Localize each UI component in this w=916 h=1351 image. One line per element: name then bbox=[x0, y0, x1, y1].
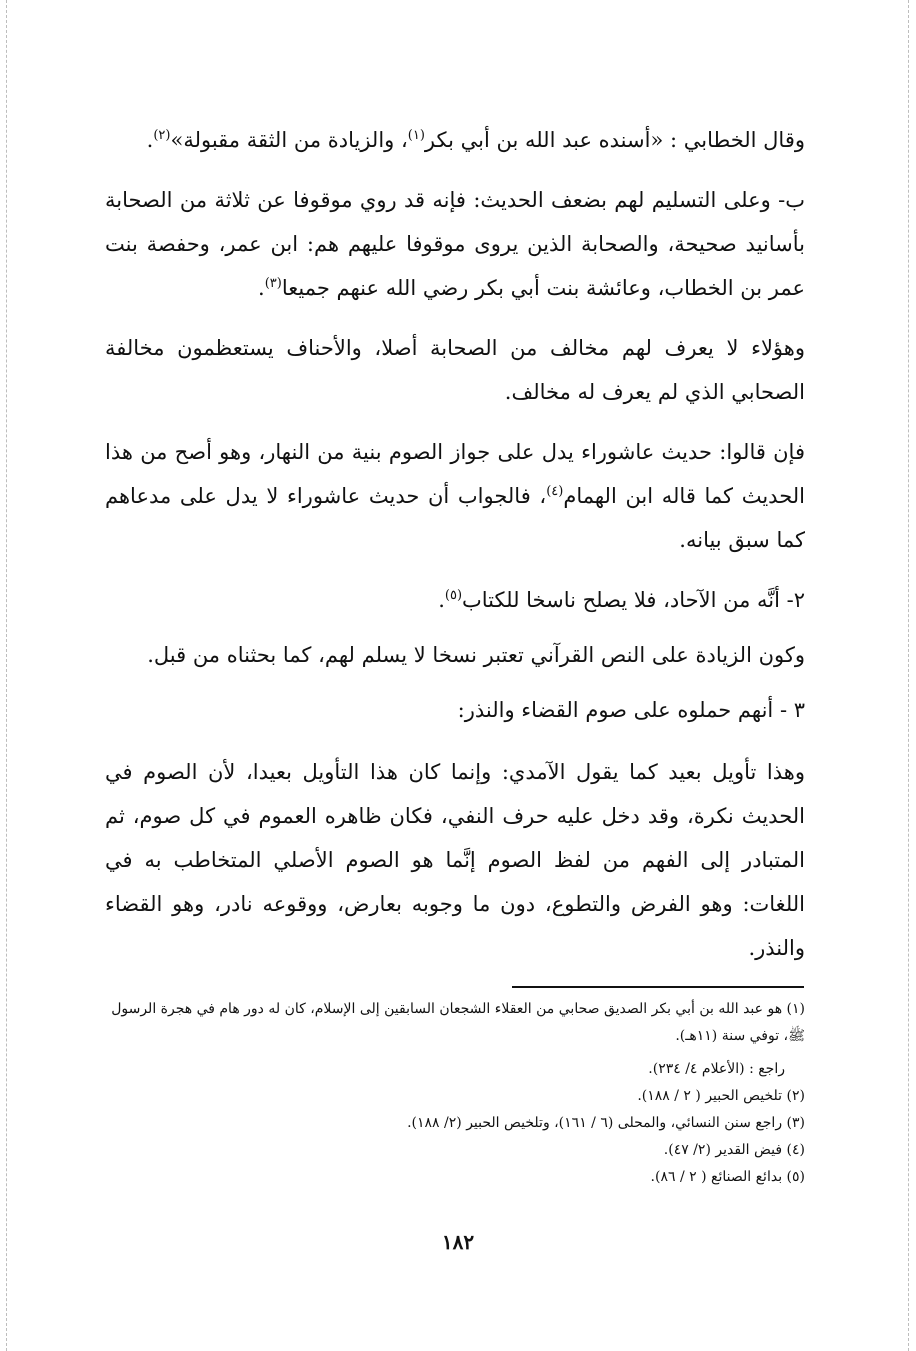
paragraph-2-text: ب- وعلى التسليم لهم بضعف الحديث: فإنه قد روي موقوفا عن ثلاثة من الصحابة بأسانيد صحيحة، والصحابة الذين يروى موقوفا عليهم هم: ابن عمر، وحفصة بنت عمر بن الخطاب، وعائشة بنت أبي بكر رضي الله عنهم جميعا bbox=[105, 188, 805, 300]
paragraph-4 bbox=[105, 430, 805, 562]
paragraph-7 bbox=[105, 688, 805, 732]
paragraph-1 bbox=[105, 118, 805, 162]
footnote-5: (٥) بدائع الصنائع ( ٢ / ٨٦). bbox=[650, 1169, 805, 1185]
paragraph-1-text-2: ، والزيادة من الثقة مقبولة» bbox=[170, 128, 408, 152]
footnote-3: (٣) راجع سنن النسائي، والمحلى (٦ / ١٦١)، وتلخيص الحبير (٢/ ١٨٨). bbox=[407, 1115, 805, 1131]
paragraph-5 bbox=[105, 578, 805, 622]
footnote-separator bbox=[512, 986, 804, 988]
paragraph-6 bbox=[105, 633, 805, 677]
paragraph-6-text: وكون الزيادة على النص القرآني تعتبر نسخا لا يسلم لهم، كما بحثناه من قبل. bbox=[147, 643, 805, 667]
footnote-ref-3: (٣) bbox=[264, 276, 282, 291]
footnote-ref-5: (٥) bbox=[444, 588, 463, 603]
footnote-4: (٤) فيض القدير (٢/ ٤٧). bbox=[663, 1142, 805, 1158]
paragraph-4-text-2: ، فالجواب أن حديث عاشوراء لا يدل على مدعاهم كما سبق بيانه. bbox=[105, 484, 805, 552]
paragraph-1-text-3: . bbox=[146, 128, 154, 152]
scan-edge-right bbox=[908, 0, 909, 1351]
paragraph-2-text-2: . bbox=[258, 276, 265, 300]
paragraph-1-text: وقال الخطابي : «أسنده عبد الله بن أبي بكر bbox=[424, 128, 805, 152]
paragraph-7-text: ٣ - أنهم حملوه على صوم القضاء والنذر: bbox=[457, 698, 805, 722]
scan-edge-left bbox=[6, 0, 7, 1351]
paragraph-5-text: ٢- أنَّه من الآحاد، فلا يصلح ناسخا للكتاب bbox=[462, 588, 805, 612]
page-number: ١٨٢ bbox=[441, 1230, 475, 1254]
footnote-ref-2: (٢) bbox=[153, 128, 171, 143]
footnote-ref-4: (٤) bbox=[546, 484, 564, 499]
paragraph-8-text: وهذا تأويل بعيد كما يقول الآمدي: وإنما كان هذا التأويل بعيدا، لأن الصوم في الحديث نكرة، وقد دخل عليه حرف النفي، فكان ظاهره العموم في كل صوم، ثم المتبادر إلى الفهم من لفظ الصوم إنَّما هو الصوم الأصلي المتخاطب به في اللغات: وهو الفرض والتطوع، دون ما وجوبه بعارض، ووقوعه نادر، وهو القضاء والنذر. bbox=[105, 760, 805, 960]
footnote-1: (١) هو عبد الله بن أبي بكر الصديق صحابي من العقلاء الشجعان السابقين إلى الإسلام، كان له دور هام في هجرة الرسول ﷺ، توفي سنة (١١هـ). bbox=[111, 1001, 805, 1044]
footnote-2: (٢) تلخيص الحبير ( ٢ / ١٨٨). bbox=[637, 1088, 805, 1104]
footnote-ref-1: (١) bbox=[407, 128, 425, 143]
paragraph-3-text: وهؤلاء لا يعرف لهم مخالف من الصحابة أصلا، والأحناف يستعظمون مخالفة الصحابي الذي لم يعرف له مخالف. bbox=[105, 336, 805, 404]
footnote-1-reference: راجع : (الأعلام ٤/ ٢٣٤). bbox=[648, 1061, 785, 1077]
paragraph-4-text: فإن قالوا: حديث عاشوراء يدل على جواز الصوم بنية من النهار، وهو أصح من هذا الحديث كما قاله ابن الهمام bbox=[105, 440, 805, 508]
paragraph-3 bbox=[105, 326, 805, 414]
paragraph-8 bbox=[105, 750, 805, 970]
paragraph-2 bbox=[105, 178, 805, 310]
paragraph-5-text-2: . bbox=[438, 588, 445, 612]
